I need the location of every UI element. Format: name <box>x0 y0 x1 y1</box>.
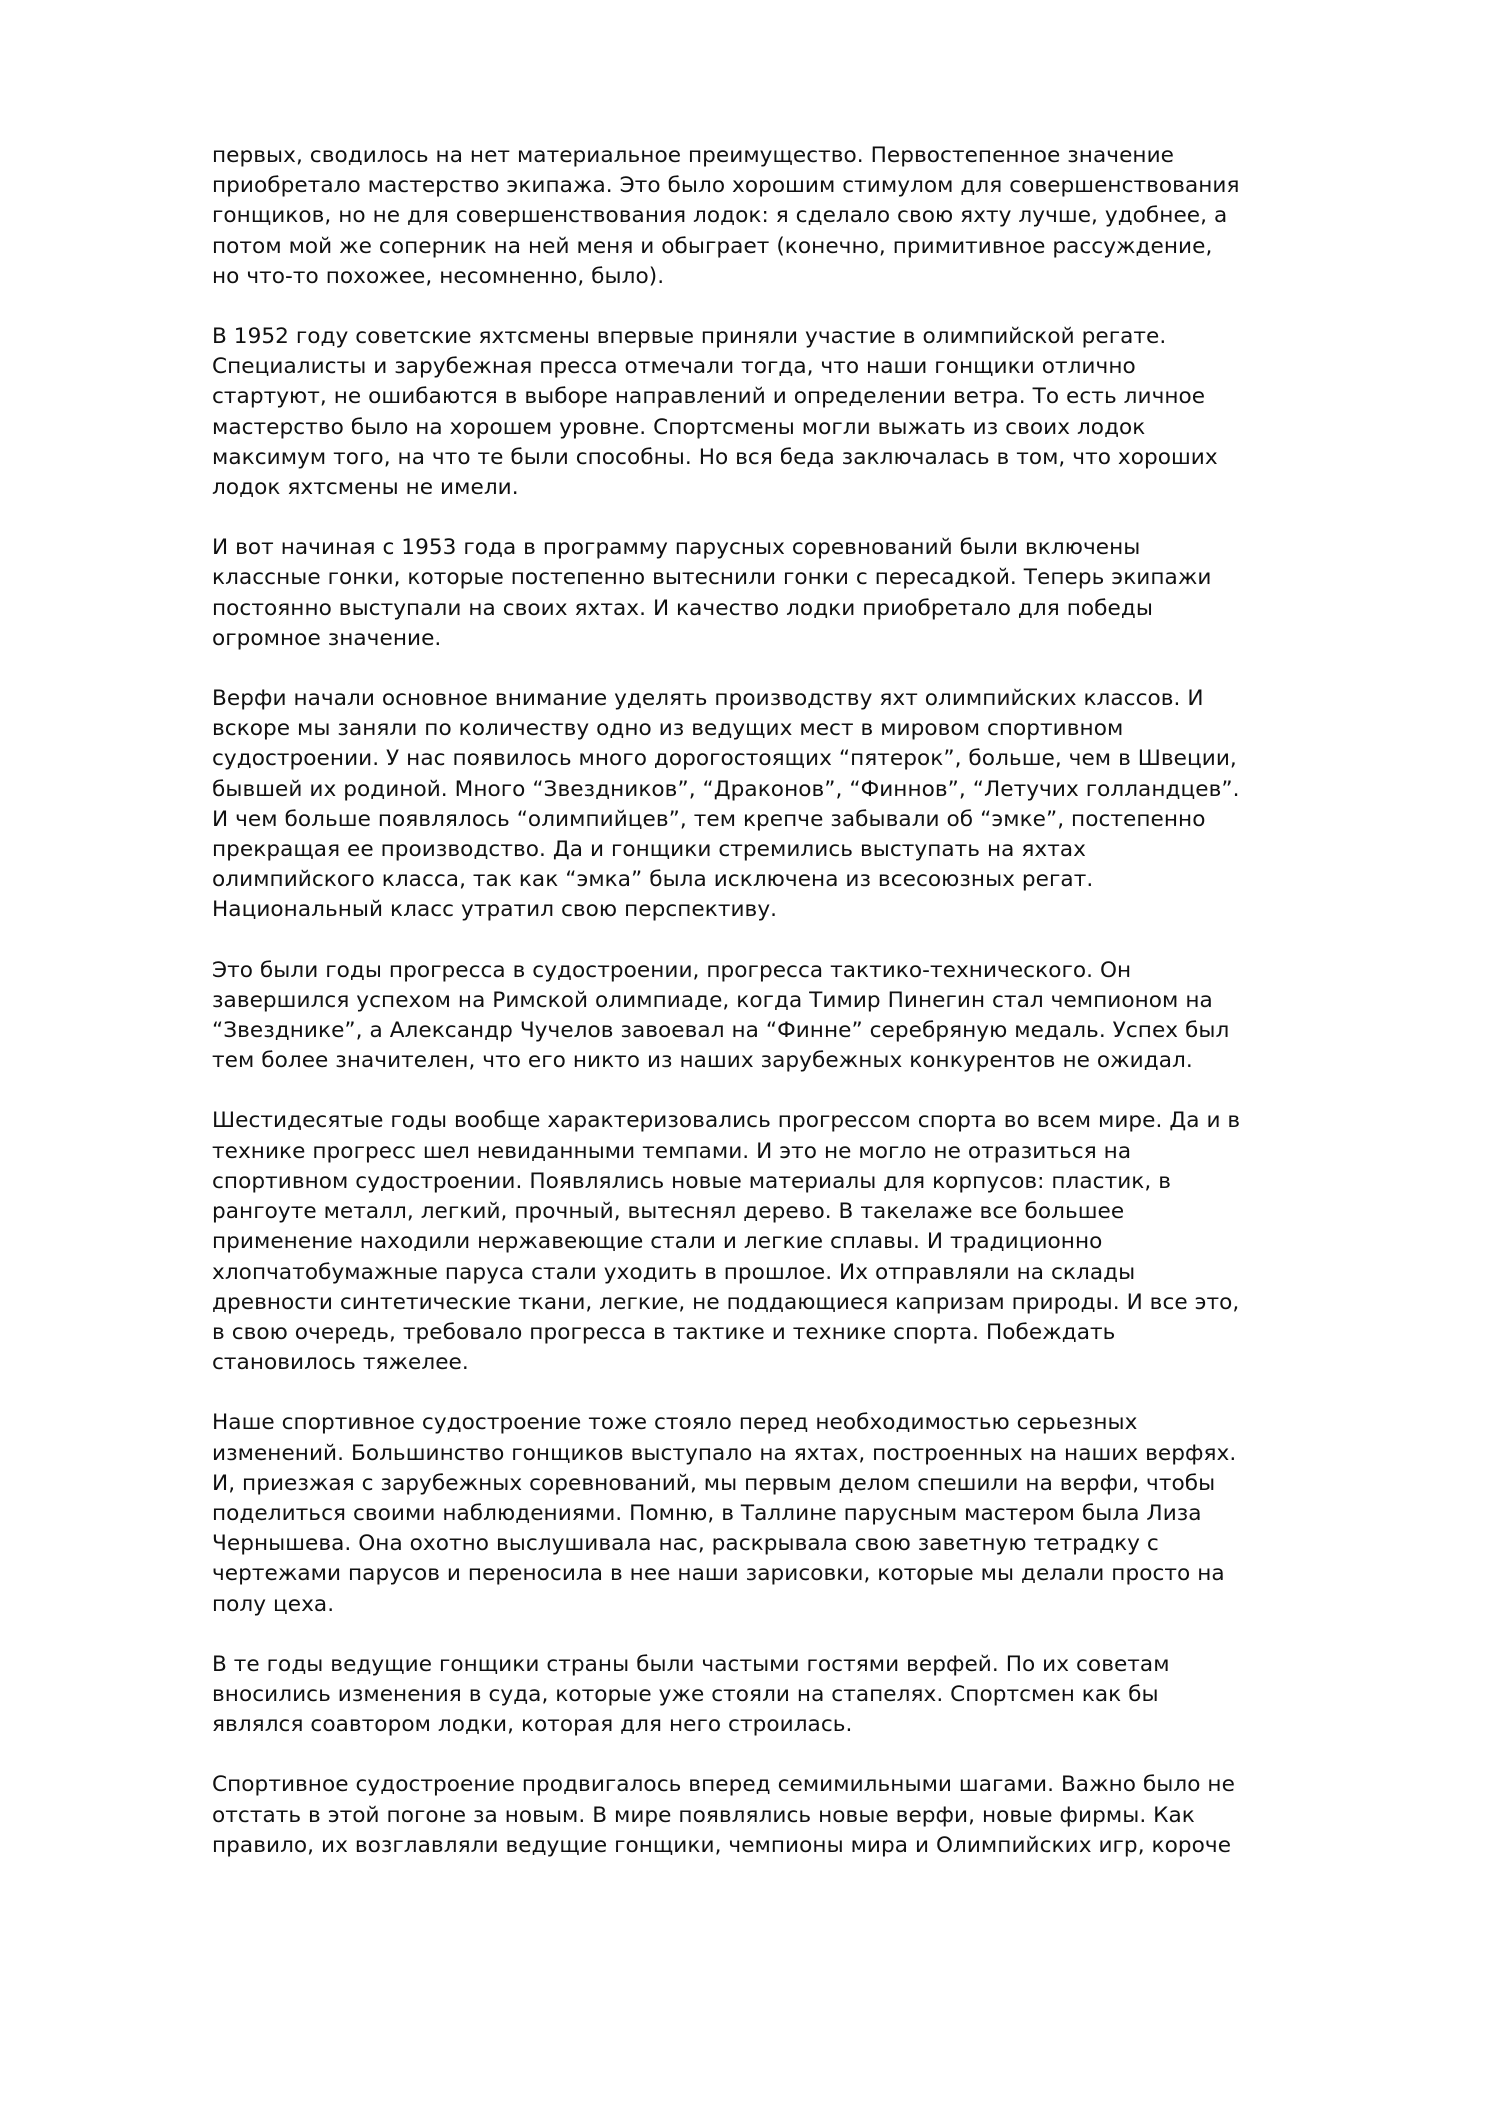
text-line: спортивном судостроении. Появлялись новые материалы для корпусов: пластик, в <box>212 1168 1172 1194</box>
text-line: становилось тяжелее. <box>212 1350 469 1376</box>
text-line: классные гонки, которые постепенно вытеснили гонки с пересадкой. Теперь экипажи <box>212 565 1212 591</box>
text-line: хлопчатобумажные паруса стали уходить в прошлое. Их отправляли на склады <box>212 1259 1136 1285</box>
paragraph <box>212 533 1392 654</box>
text-line: рангоуте металл, легкий, прочный, вытеснял дерево. В такелаже все большее <box>212 1199 1125 1225</box>
paragraph <box>212 141 1392 292</box>
paragraph <box>212 322 1392 503</box>
text-line: олимпийского класса, так как “эмка” была исключена из всесоюзных регат. <box>212 867 1094 893</box>
text-line: вносились изменения в суда, которые уже стояли на стапелях. Спортсмен как бы <box>212 1681 1159 1707</box>
text-line: лодок яхтсмены не имели. <box>212 475 519 501</box>
text-line: первых, сводилось на нет материальное преимущество. Первостепенное значение <box>212 143 1174 168</box>
text-line: отстать в этой погоне за новым. В мире появлялись новые верфи, новые фирмы. Как <box>212 1802 1195 1828</box>
text-line: Спортивное судостроение продвигалось вперед семимильными шагами. Важно было не <box>212 1772 1235 1798</box>
paragraph <box>212 1770 1392 1861</box>
text-line: И вот начиная с 1953 года в программу парусных соревнований были включены <box>212 535 1141 561</box>
text-line: прекращая ее производство. Да и гонщики стремились выступать на яхтах <box>212 837 1086 863</box>
text-line: И чем больше появлялось “олимпийцев”, тем крепче забывали об “эмке”, постепенно <box>212 806 1206 832</box>
text-line: Верфи начали основное внимание уделять производству яхт олимпийских классов. И <box>212 686 1204 712</box>
text-line: бывшей их родиной. Много “Звездников”, “Драконов”, “Финнов”, “Летучих голландцев”. <box>212 776 1240 802</box>
paragraph <box>212 1650 1392 1741</box>
text-line: Наше спортивное судостроение тоже стояло перед необходимостью серьезных <box>212 1410 1138 1436</box>
text-line: И, приезжая с зарубежных соревнований, мы первым делом спешили на верфи, чтобы <box>212 1470 1216 1496</box>
text-line: стартуют, не ошибаются в выборе направлений и определении ветра. То есть личное <box>212 384 1206 410</box>
text-line: являлся соавтором лодки, которая для него строилась. <box>212 1712 853 1738</box>
text-line: в свою очередь, требовало прогресса в тактике и технике спорта. Побеждать <box>212 1319 1116 1345</box>
text-line: приобретало мастерство экипажа. Это было хорошим стимулом для совершенствования <box>212 173 1240 199</box>
text-line: Шестидесятые годы вообще характеризовались прогрессом спорта во всем мире. Да и в <box>212 1108 1241 1134</box>
text-line: “Звезднике”, а Александр Чучелов завоевал на “Финне” серебряную медаль. Успех был <box>212 1018 1230 1044</box>
text-line: Чернышева. Она охотно выслушивала нас, раскрывала свою заветную тетрадку с <box>212 1531 1159 1557</box>
text-line: мастерство было на хорошем уровне. Спортсмены могли выжать из своих лодок <box>212 414 1146 440</box>
text-line: В 1952 году советские яхтсмены впервые приняли участие в олимпийской регате. <box>212 324 1167 350</box>
text-line: максимум того, на что те были способны. Но вся беда заключалась в том, что хороших <box>212 444 1218 470</box>
text-line: полу цеха. <box>212 1591 335 1617</box>
text-line: завершился успехом на Римской олимпиаде, когда Тимир Пинегин стал чемпионом на <box>212 987 1213 1013</box>
text-line: чертежами парусов и переносила в нее наши зарисовки, которые мы делали просто на <box>212 1561 1225 1587</box>
text-line: изменений. Большинство гонщиков выступало на яхтах, построенных на наших верфях. <box>212 1440 1237 1466</box>
text-line: огромное значение. <box>212 625 442 651</box>
text-line: правило, их возглавляли ведущие гонщики, чемпионы мира и Олимпийских игр, короче <box>212 1832 1232 1858</box>
text-line: Специалисты и зарубежная пресса отмечали тогда, что наши гонщики отлично <box>212 354 1136 380</box>
text-line: тем более значителен, что его никто из наших зарубежных конкурентов не ожидал. <box>212 1048 1193 1074</box>
paragraph <box>212 684 1392 926</box>
text-line: потом мой же соперник на ней меня и обыграет (конечно, примитивное рассуждение, <box>212 233 1213 259</box>
text-line: Это были годы прогресса в судостроении, прогресса тактико-технического. Он <box>212 957 1132 983</box>
document-page <box>212 141 1392 1891</box>
text-line: постоянно выступали на своих яхтах. И качество лодки приобретало для победы <box>212 595 1153 621</box>
text-line: технике прогресс шел невиданными темпами. И это не могло не отразиться на <box>212 1138 1132 1164</box>
text-line: древности синтетические ткани, легкие, не поддающиеся капризам природы. И все это, <box>212 1289 1240 1315</box>
text-line: В те годы ведущие гонщики страны были частыми гостями верфей. По их советам <box>212 1651 1170 1677</box>
paragraph <box>212 1106 1392 1378</box>
text-line: судостроении. У нас появилось много дорогостоящих “пятерок”, больше, чем в Швеции, <box>212 746 1237 772</box>
paragraph <box>212 1408 1392 1619</box>
text-line: но что-то похожее, несомненно, было). <box>212 263 665 289</box>
text-line: гонщиков, но не для совершенствования лодок: я сделало свою яхту лучше, удобнее, а <box>212 203 1228 229</box>
text-line: применение находили нержавеющие стали и легкие сплавы. И традиционно <box>212 1229 1103 1255</box>
text-line: Национальный класс утратил свою перспективу. <box>212 897 778 923</box>
text-line: вскоре мы заняли по количеству одно из ведущих мест в мировом спортивном <box>212 716 1124 742</box>
text-line: поделиться своими наблюдениями. Помню, в Таллине парусным мастером была Лиза <box>212 1500 1202 1526</box>
paragraph <box>212 956 1392 1077</box>
